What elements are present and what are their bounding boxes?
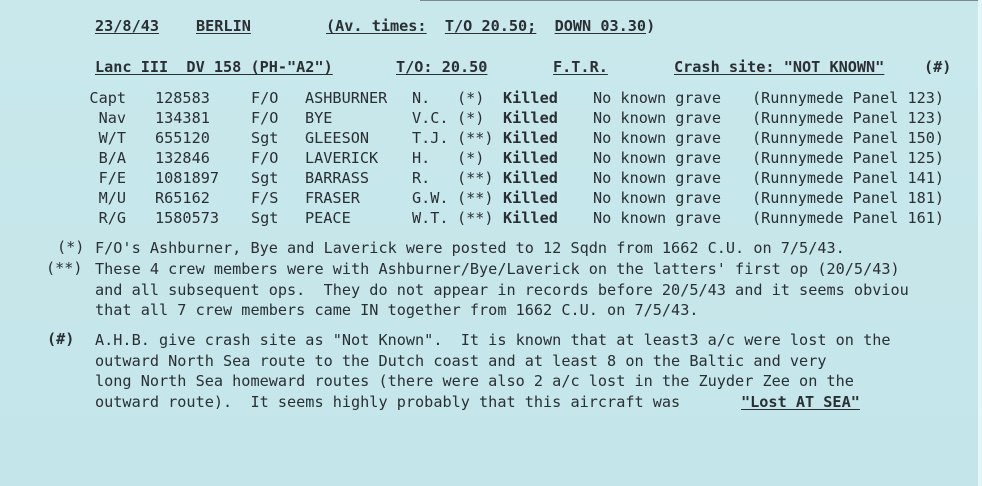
crew-role: M/U	[98, 189, 126, 207]
crew-row	[0, 209, 982, 228]
ftr-label: F.T.R.	[553, 58, 608, 76]
memorial: (Runnymede Panel 181)	[752, 189, 945, 207]
av-times-close: )	[646, 17, 656, 35]
grave: No known grave	[593, 209, 722, 227]
crew-role: F/E	[98, 169, 126, 187]
raid-target: BERLIN	[196, 17, 251, 35]
note-hash-line: long North Sea homeward routes (there were also 2 a/c lost in the Zuyder Zee on the	[95, 372, 854, 390]
initials: H.	[412, 149, 431, 167]
crew-role: Capt	[89, 89, 126, 107]
aircraft-identifier: Lanc III DV 158 (PH-"A2")	[95, 58, 333, 76]
service-number: 655120	[155, 129, 210, 147]
grave: No known grave	[593, 169, 722, 187]
crew-row	[0, 129, 982, 148]
note-mark: (**)	[457, 169, 494, 187]
surname: LAVERICK	[305, 149, 379, 167]
grave: No known grave	[593, 149, 722, 167]
note-mark: (*)	[457, 149, 485, 167]
surname: PEACE	[305, 209, 351, 227]
crash-site-ref: (#)	[924, 58, 952, 76]
crew-row	[0, 89, 982, 108]
av-times-open: (Av. times:	[326, 17, 427, 35]
fate: Killed	[503, 149, 558, 167]
initials: G.W.	[412, 189, 449, 207]
raid-date: 23/8/43	[95, 17, 160, 35]
grave: No known grave	[593, 189, 722, 207]
fate: Killed	[503, 169, 558, 187]
note-double-star-line: that all 7 crew members came IN together from 1662 C.U. on 7/5/43.	[95, 301, 699, 319]
surname: FRASER	[305, 189, 360, 207]
note-mark: (*)	[457, 109, 485, 127]
fate: Killed	[503, 189, 558, 207]
note-double-star-line: These 4 crew members were with Ashburner/Bye/Laverick on the latters' first op (20/5/43)	[95, 260, 900, 278]
top-rule	[420, 0, 982, 1]
fate: Killed	[503, 109, 558, 127]
note-double-star-tag: (**)	[46, 259, 83, 277]
rank: F/O	[251, 89, 279, 107]
takeoff-time: T/O: 20.50	[396, 58, 488, 76]
surname: BYE	[305, 109, 333, 127]
note-star-line: F/O's Ashburner, Bye and Laverick were posted to 12 Sqdn from 1662 C.U. on 7/5/43.	[95, 239, 845, 257]
note-hash-tag: (#)	[47, 330, 75, 348]
note-mark: (*)	[457, 89, 485, 107]
note-mark: (**)	[457, 129, 494, 147]
initials: T.J.	[412, 129, 449, 147]
note-mark: (**)	[457, 209, 494, 227]
crew-role: W/T	[98, 129, 126, 147]
surname: ASHBURNER	[305, 89, 388, 107]
fate: Killed	[503, 209, 558, 227]
rank: Sgt	[251, 169, 279, 187]
surname: BARRASS	[305, 169, 370, 187]
rank: F/O	[251, 109, 279, 127]
average-times	[326, 17, 655, 36]
memorial: (Runnymede Panel 123)	[752, 109, 945, 127]
crew-row	[0, 149, 982, 168]
lost-at-sea-conclusion: "Lost AT SEA"	[741, 392, 860, 411]
service-number: 134381	[155, 109, 210, 127]
service-number: 132846	[155, 149, 210, 167]
note-hash-line: outward route). It seems highly probably that this aircraft was	[95, 392, 681, 411]
crew-row	[0, 189, 982, 208]
crew-row	[0, 109, 982, 128]
fate: Killed	[503, 129, 558, 147]
grave: No known grave	[593, 89, 722, 107]
note-star-tag: (*)	[57, 238, 85, 256]
rank: Sgt	[251, 209, 279, 227]
fate: Killed	[503, 89, 558, 107]
initials: W.T.	[412, 209, 449, 227]
surname: GLEESON	[305, 129, 370, 147]
crash-site-label: Crash site: "NOT KNOWN"	[674, 58, 885, 76]
page-edge	[978, 0, 982, 486]
crew-role: B/A	[98, 149, 126, 167]
note-hash-line: outward North Sea route to the Dutch coast and at least 8 on the Baltic and very	[95, 351, 827, 370]
av-times-down: DOWN 03.30	[554, 17, 647, 35]
rank: F/S	[251, 189, 279, 207]
memorial: (Runnymede Panel 123)	[752, 89, 945, 107]
memorial: (Runnymede Panel 125)	[752, 149, 945, 167]
crew-row	[0, 169, 982, 188]
note-mark: (**)	[457, 189, 494, 207]
crew-role: R/G	[98, 209, 126, 227]
av-times-takeoff: T/O 20.50;	[444, 17, 537, 35]
rank: Sgt	[251, 129, 279, 147]
service-number: 1081897	[155, 169, 220, 187]
note-hash-line: A.H.B. give crash site as "Not Known". It is known that at least3 a/c were lost on the	[95, 331, 891, 349]
memorial: (Runnymede Panel 150)	[752, 129, 945, 147]
note-double-star-line: and all subsequent ops. They do not appear in records before 20/5/43 and it seems obviou	[95, 280, 909, 299]
grave: No known grave	[593, 129, 722, 147]
initials: N.	[412, 89, 431, 107]
rank: F/O	[251, 149, 279, 167]
crew-role: Nav	[98, 109, 126, 127]
service-number: 1580573	[155, 209, 220, 227]
initials: R.	[412, 169, 431, 187]
service-number: R65162	[155, 189, 210, 207]
memorial: (Runnymede Panel 161)	[752, 209, 945, 227]
initials: V.C.	[412, 109, 449, 127]
memorial: (Runnymede Panel 141)	[752, 169, 945, 187]
service-number: 128583	[155, 89, 210, 107]
grave: No known grave	[593, 109, 722, 127]
